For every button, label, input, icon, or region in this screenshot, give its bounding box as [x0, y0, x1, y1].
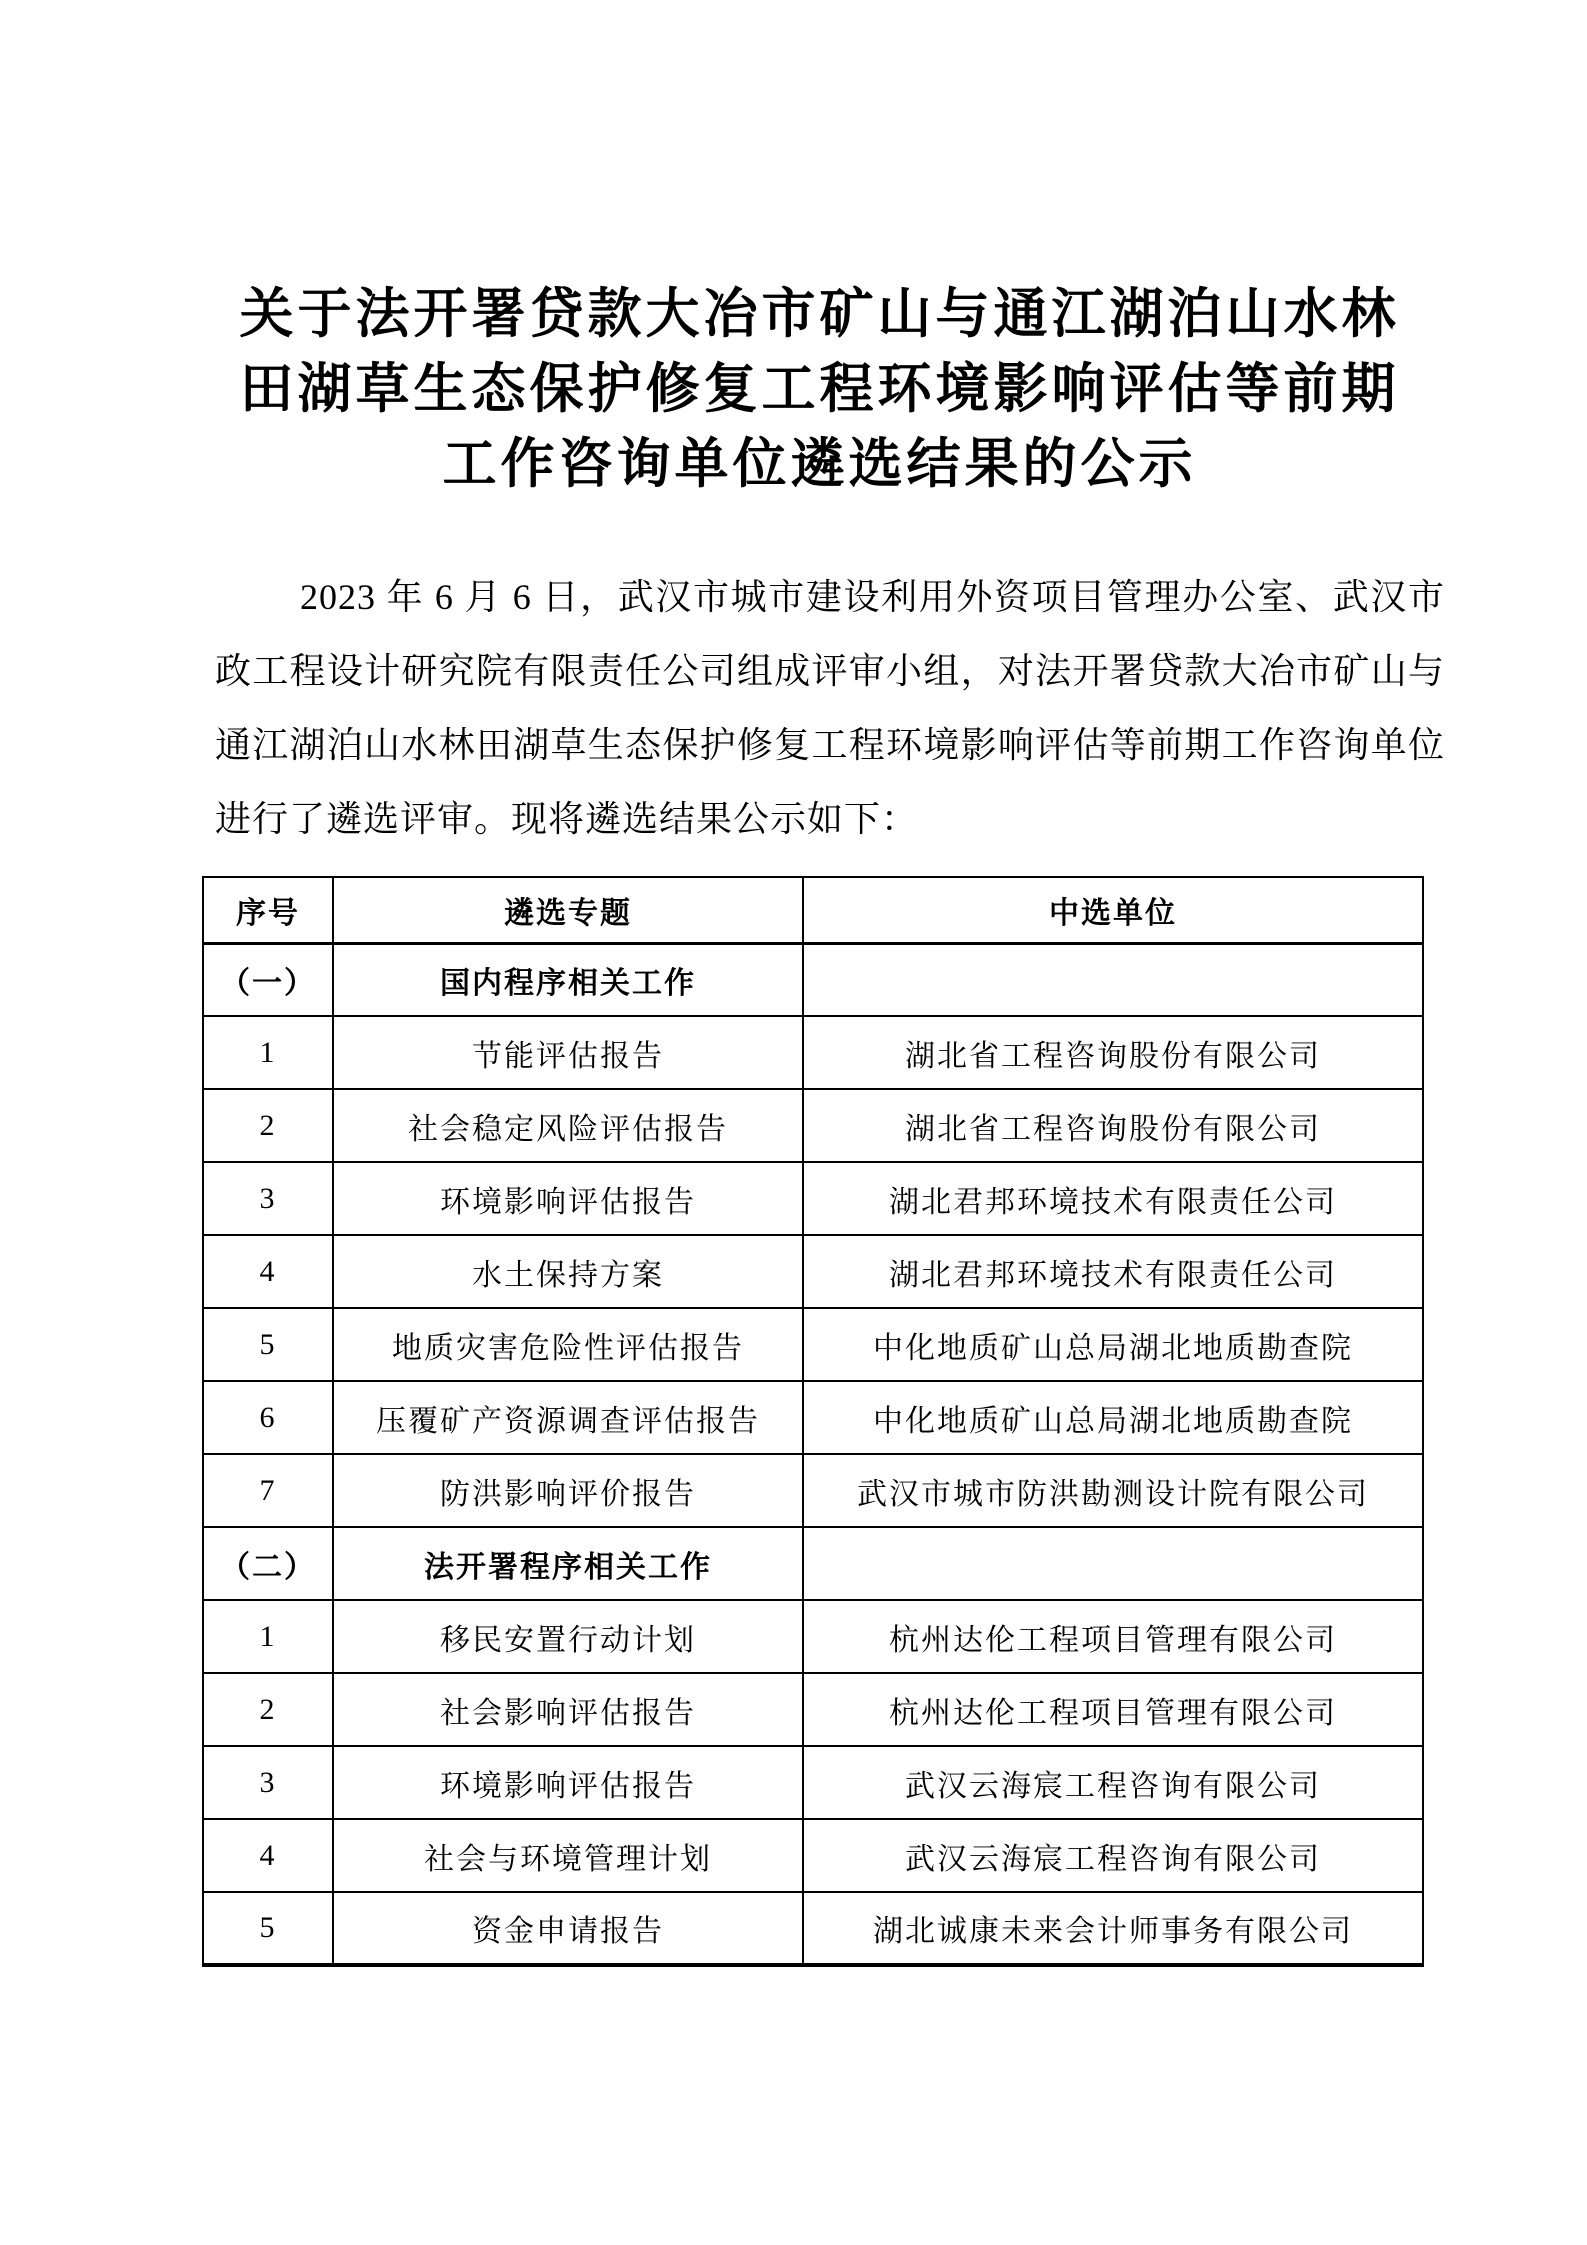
cell-unit: 湖北省工程咨询股份有限公司 [803, 1089, 1423, 1162]
table-row [203, 1746, 1423, 1819]
cell-unit: 湖北诚康未来会计师事务有限公司 [803, 1892, 1423, 1965]
title-line-2: 田湖草生态保护修复工程环境影响评估等前期 [239, 359, 1400, 419]
cell-topic: 法开署程序相关工作 [333, 1527, 803, 1600]
cell-topic: 防洪影响评价报告 [333, 1454, 803, 1527]
cell-number: 6 [203, 1381, 333, 1454]
table-row [203, 1162, 1423, 1235]
table-row [203, 943, 1423, 1016]
cell-unit: 湖北君邦环境技术有限责任公司 [803, 1235, 1423, 1308]
cell-number: 5 [203, 1308, 333, 1381]
cell-topic: 环境影响评估报告 [333, 1162, 803, 1235]
table-header-row [203, 877, 1423, 943]
cell-number: 3 [203, 1746, 333, 1819]
cell-unit: 中化地质矿山总局湖北地质勘查院 [803, 1308, 1423, 1381]
document-title [0, 277, 1587, 502]
cell-unit: 杭州达伦工程项目管理有限公司 [803, 1600, 1423, 1673]
cell-number: 3 [203, 1162, 333, 1235]
cell-topic: 地质灾害危险性评估报告 [333, 1308, 803, 1381]
cell-number: 2 [203, 1089, 333, 1162]
cell-unit: 湖北君邦环境技术有限责任公司 [803, 1162, 1423, 1235]
cell-number: （二） [203, 1527, 333, 1600]
results-table-body [203, 943, 1423, 1965]
table-row [203, 1527, 1423, 1600]
body-paragraph: 2023 年 6 月 6 日，武汉市城市建设利用外资项目管理办公室、武汉市政工程设计研究院有限责任公司组成评审小组，对法开署贷款大冶市矿山与通江湖泊山水林田湖草生态保护修复工程环境影响评估等前期工作咨询单位进行了遴选评审。现将遴选结果公示如下： [215, 577, 1445, 839]
cell-number: （一） [203, 943, 333, 1016]
cell-topic: 移民安置行动计划 [333, 1600, 803, 1673]
cell-topic: 环境影响评估报告 [333, 1746, 803, 1819]
cell-topic: 社会稳定风险评估报告 [333, 1089, 803, 1162]
selection-results-table [202, 876, 1424, 1967]
title-line-3: 工作咨询单位遴选结果的公示 [442, 434, 1197, 494]
cell-number: 7 [203, 1454, 333, 1527]
cell-unit: 武汉云海宸工程咨询有限公司 [803, 1746, 1423, 1819]
title-line-1: 关于法开署贷款大冶市矿山与通江湖泊山水林 [239, 284, 1400, 344]
cell-topic: 社会影响评估报告 [333, 1673, 803, 1746]
table-row [203, 1235, 1423, 1308]
cell-number: 4 [203, 1235, 333, 1308]
table-row [203, 1892, 1423, 1965]
table-row [203, 1381, 1423, 1454]
table-row [203, 1819, 1423, 1892]
cell-number: 2 [203, 1673, 333, 1746]
cell-unit [803, 1527, 1423, 1600]
cell-number: 4 [203, 1819, 333, 1892]
cell-topic: 节能评估报告 [333, 1016, 803, 1089]
cell-topic: 资金申请报告 [333, 1892, 803, 1965]
table-row [203, 1016, 1423, 1089]
header-cell-unit: 中选单位 [803, 877, 1423, 943]
table-row [203, 1600, 1423, 1673]
cell-topic: 压覆矿产资源调查评估报告 [333, 1381, 803, 1454]
table-row [203, 1089, 1423, 1162]
cell-topic: 水土保持方案 [333, 1235, 803, 1308]
table-header [203, 877, 1423, 943]
header-cell-topic: 遴选专题 [333, 877, 803, 943]
cell-unit: 武汉市城市防洪勘测设计院有限公司 [803, 1454, 1423, 1527]
cell-unit: 武汉云海宸工程咨询有限公司 [803, 1819, 1423, 1892]
header-cell-number: 序号 [203, 877, 333, 943]
cell-number: 1 [203, 1016, 333, 1089]
cell-unit: 湖北省工程咨询股份有限公司 [803, 1016, 1423, 1089]
table-row [203, 1673, 1423, 1746]
cell-number: 5 [203, 1892, 333, 1965]
cell-topic: 社会与环境管理计划 [333, 1819, 803, 1892]
cell-number: 1 [203, 1600, 333, 1673]
cell-unit [803, 943, 1423, 1016]
cell-unit: 中化地质矿山总局湖北地质勘查院 [803, 1381, 1423, 1454]
table-row [203, 1454, 1423, 1527]
table-row [203, 1308, 1423, 1381]
cell-topic: 国内程序相关工作 [333, 943, 803, 1016]
cell-unit: 杭州达伦工程项目管理有限公司 [803, 1673, 1423, 1746]
